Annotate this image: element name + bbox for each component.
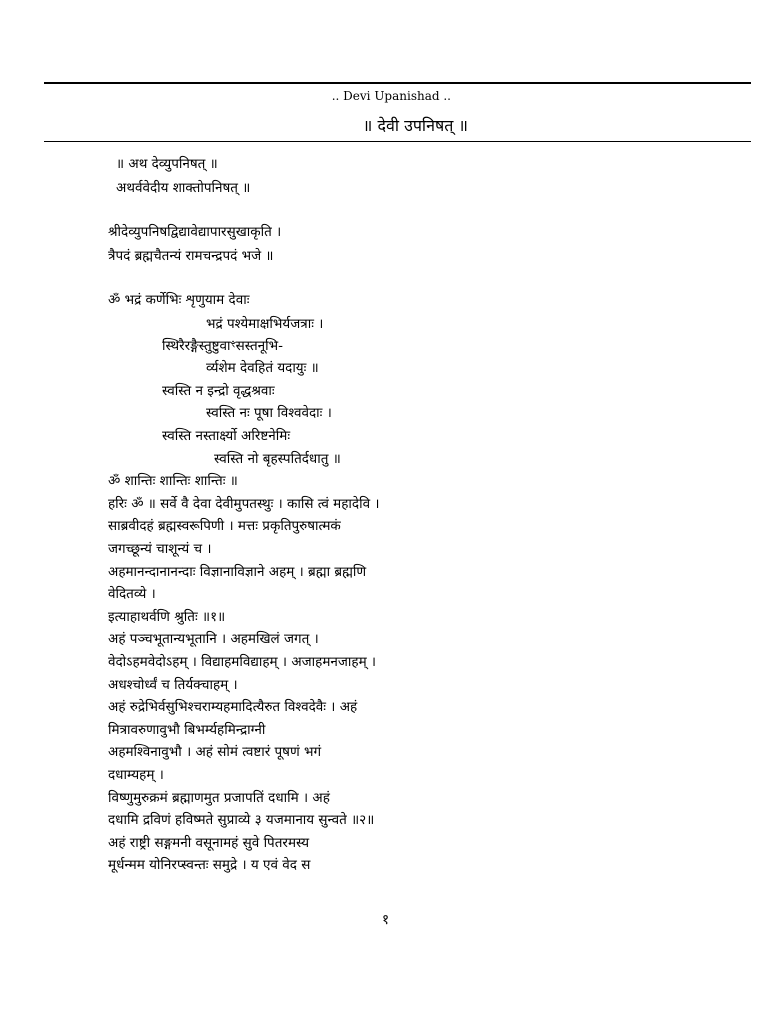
top-rule: [44, 82, 751, 84]
text-line: मित्रावरुणावुभौ बिभर्म्यहमिन्द्राग्नी: [108, 722, 266, 738]
text-line: स्वस्ति नः पूषा विश्ववेदाः ।: [206, 405, 332, 421]
text-line: दधाम्यहम् ।: [108, 767, 164, 783]
text-line: त्रैपदं ब्रह्मचैतन्यं रामचन्द्रपदं भजे ॥: [108, 248, 274, 264]
text-line: मूर्धन्मम योनिरप्स्वन्तः समुद्रे । य एवं वेद स: [108, 857, 311, 873]
text-line: अधश्चोर्ध्वं च तिर्यक्चाहम् ।: [108, 677, 238, 693]
text-line: अथर्ववेदीय शाक्तोपनिषत् ॥: [116, 180, 251, 196]
text-line: स्वस्ति न इन्द्रो वृद्धश्रवाः: [162, 383, 275, 399]
text-line: स्थिरैरङ्गैस्तुष्टुवाꣳसस्तनूभि-: [162, 338, 283, 354]
running-header-latin: .. Devi Upanishad ..: [331, 89, 451, 103]
text-line: भद्रं पश्येमाक्षभिर्यजत्राः ।: [206, 316, 324, 332]
text-line: जगच्छून्यं चाशून्यं च ।: [108, 541, 212, 557]
text-line: अहं रुद्रेभिर्वसुभिश्चराम्यहमादित्यैरुत विश्वदेवैः । अहं: [108, 699, 358, 715]
text-line: विष्णुमुरुक्रमं ब्रह्माणमुत प्रजापतिं दधामि । अहं: [108, 790, 330, 806]
text-line: अहमश्विनावुभौ । अहं सोमं त्वष्टारं पूषणं भगं: [108, 744, 322, 760]
text-line: श्रीदेव्युपनिषद्विद्यावेद्यापारसुखाकृति ।: [108, 224, 282, 240]
text-line: साब्रवीदहं ब्रह्मस्वरूपिणी । मत्तः प्रकृतिपुरुषात्मकं: [108, 518, 341, 534]
text-line: ॥ अथ देव्युपनिषत् ॥: [116, 156, 218, 172]
text-line: स्वस्ति नो बृहस्पतिर्दधातु ॥: [214, 451, 341, 467]
text-line: अहं राष्ट्री सङ्गमनी वसूनामहं सुवे पितरमस्य: [108, 835, 310, 851]
text-line: वेदोऽहमवेदोऽहम् । विद्याहमविद्याहम् । अजाहमनजाहम् ।: [108, 654, 377, 670]
header-rule: [44, 141, 751, 142]
text-line: ॐ भद्रं कर्णेभिः शृणुयाम देवाः: [108, 292, 250, 308]
text-line: दधामि द्रविणं हविष्मते सुप्राव्ये ३ यजमानाय सुन्वते ॥२॥: [108, 812, 375, 828]
text-line: ॐ शान्तिः शान्तिः शान्तिः ॥: [108, 473, 238, 489]
text-line: र्व्यशेम देवहितं यदायुः ॥: [206, 360, 319, 376]
running-header-devanagari: ॥ देवी उपनिषत् ॥: [362, 116, 468, 135]
text-line: वेदितव्ये ।: [108, 586, 156, 602]
text-line: स्वस्ति नस्तार्क्ष्यो अरिष्टनेमिः: [162, 428, 291, 444]
text-line: अहं पञ्चभूतान्यभूतानि । अहमखिलं जगत् ।: [108, 631, 319, 647]
page-number: १: [381, 912, 390, 928]
text-line: अहमानन्दानानन्दाः विज्ञानाविज्ञाने अहम् । ब्रह्मा ब्रह्मणि: [108, 564, 367, 580]
text-line: इत्याहाथर्वणि श्रुतिः ॥१॥: [108, 609, 226, 625]
text-line: हरिः ॐ ॥ सर्वे वै देवा देवीमुपतस्थुः । कासि त्वं महादेवि ।: [108, 496, 380, 512]
